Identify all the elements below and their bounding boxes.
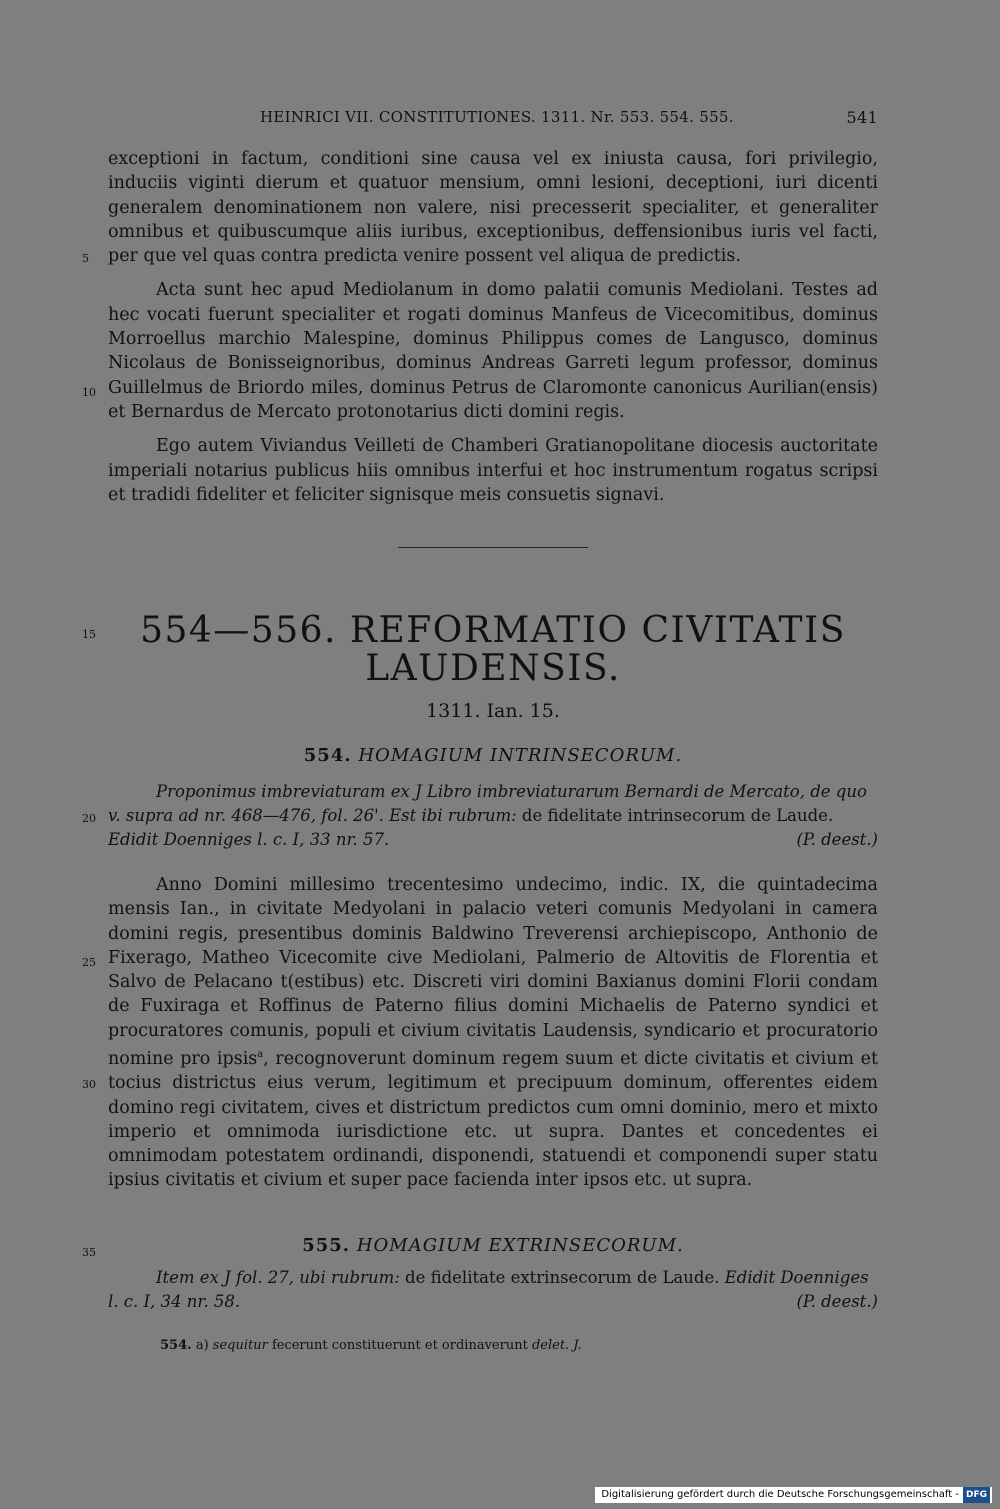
footnote (160, 1338, 582, 1353)
footnote-ref: 554. (160, 1338, 192, 1353)
footnote-italic-1: sequitur (212, 1338, 268, 1353)
doc-554-text-part1: Anno Domini millesimo trecentesimo undecimo, indic. IX, die quintadecima mensis Ian., in civitate Medyolani in palacio veteri comunis Medyolani in camera domini regis, presentibus dominis Baldwino Treverensi archiepiscopo, Anthonio de Fixerago, Matheo Vicecomite cive Mediolani, Palmerio de Altovitis de Florentia et Salvo de Pelacano t(estibus) etc. Discreti viri domini Baxianus domini Florii condam de Fuxiraga et Roffinus de Paterno filius domini Michaelis de Paterno syndici et procuratores comunis, populi et civium civitatis Laudensis, syndicario et procuratorio nomine pro ipsis (108, 875, 878, 1069)
section-date: 1311. Ian. 15. (426, 700, 560, 722)
doc-554-title: HOMAGIUM INTRINSECORUM. (358, 745, 683, 766)
line-number-20: 20 (82, 812, 96, 825)
doc-554-text-part2: , recognoverunt dominum regem suum et dicte civitatis et civium et tocius districtus eius verum, legitimum et precipuum dominum, offerentes eidem domino regi civitatem, cives et districtum predictos cum omni dominio, mero et mixto imperio et omnimoda iurisdictione etc. ut supra. Dantes et concedentes ei omnimodam potestatem ordinandi, disponendi, statuendi et componendi super statu ipsius civitatis et civium et super pace facienda inter ipsos etc. ut supra. (108, 1048, 878, 1191)
doc-555-note-edition: Edidit Doenniges l. c. I, 34 nr. 58. (108, 1268, 869, 1311)
footnote-roman: fecerunt constituerunt et ordinaverunt (271, 1338, 528, 1353)
doc-554-heading (108, 745, 878, 766)
doc-555-number: 555. (302, 1235, 351, 1256)
line-number-25: 25 (82, 956, 96, 969)
footnote-marker: a (257, 1049, 264, 1061)
doc-554-source-note (108, 780, 878, 852)
doc-554-number: 554. (303, 745, 352, 766)
footnote-italic-2: delet. J. (531, 1338, 582, 1353)
doc-555-heading (108, 1235, 878, 1256)
line-number-10: 10 (82, 386, 96, 399)
section-title-line1: 554—556. REFORMATIO CIVITATIS (140, 610, 846, 651)
paragraph-renunciations: exceptioni in factum, conditioni sine causa vel ex iniusta causa, fori privilegio, induciis viginti dierum et quatuor mensium, omni lesioni, deceptioni, iuri dicenti generalem denominationem non valere, nisi precesserit specialiter, et generaliter omnibus et quibuscumque aliis iuribus, exceptionibus, deffensionibus iuris vel facti, per que vel quas contra predicta venire possent vel aliqua de predictis. (108, 149, 878, 267)
doc-554-text (108, 873, 878, 1193)
continuation-text (108, 147, 878, 507)
doc-554-note-edition: Edidit Doenniges l. c. I, 33 nr. 57. (108, 830, 390, 849)
doc-555-note-rubric: de fidelitate extrinsecorum de Laude. (405, 1268, 720, 1287)
section-title (108, 612, 878, 688)
doc-554-note-rubric: de fidelitate intrinsecorum de Laude. (521, 806, 834, 825)
line-number-35: 35 (82, 1246, 96, 1259)
page-number: 541 (846, 108, 878, 127)
footnote-mark: a) (195, 1338, 209, 1353)
doc-555-title: HOMAGIUM EXTRINSECORUM. (356, 1235, 684, 1256)
doc-555-note-source: Item ex J fol. 27, ubi rubrum: (156, 1268, 400, 1287)
line-number-15: 15 (82, 628, 96, 641)
line-number-30: 30 (82, 1078, 96, 1091)
section-divider (398, 547, 588, 549)
funding-banner (595, 1487, 992, 1503)
doc-554-note-source: Proponimus imbreviaturam ex J Libro imbreviaturarum Bernardi de Mercato, de quo v. supra ad nr. 468—476, fol. 26'. Est ibi rubrum: (108, 782, 867, 825)
line-number-5: 5 (82, 252, 89, 265)
doc-555-note-right: (P. deest.) (796, 1292, 878, 1311)
paragraph-witnesses: Acta sunt hec apud Mediolanum in domo palatii comunis Mediolani. Testes ad hec vocati fuerunt specialiter et rogati dominus Manfeus de Vicecomitibus, dominus Morroellus marchio Malespine, dominus Philippus comes de Langusco, dominus Nicolaus de Bonisseignoribus, dominus Andreas Garreti legum professor, dominus Guillelmus de Briordo miles, dominus Petrus de Claromonte canonicus Aurilian(ensis) et Bernardus de Mercato protonotarius dicti domini regis. (108, 280, 878, 422)
dfg-logo: DFG (963, 1487, 990, 1503)
section-title-line2: LAUDENSIS. (365, 648, 621, 689)
paragraph-notary: Ego autem Viviandus Veilleti de Chamberi Gratianopolitane diocesis auctoritate imperiali notarius publicus hiis omnibus interfui et hoc instrumentum rogatus scripsi et tradidi fideliter et feliciter signisque meis consuetis signavi. (108, 436, 878, 505)
running-title: HEINRICI VII. CONSTITUTIONES. 1311. Nr. 553. 554. 555. (260, 108, 734, 126)
funding-text: Digitalisierung gefördert durch die Deutsche Forschungsgemeinschaft - (601, 1489, 959, 1500)
doc-554-note-right: (P. deest.) (796, 830, 878, 849)
doc-555-source-note (108, 1266, 878, 1314)
